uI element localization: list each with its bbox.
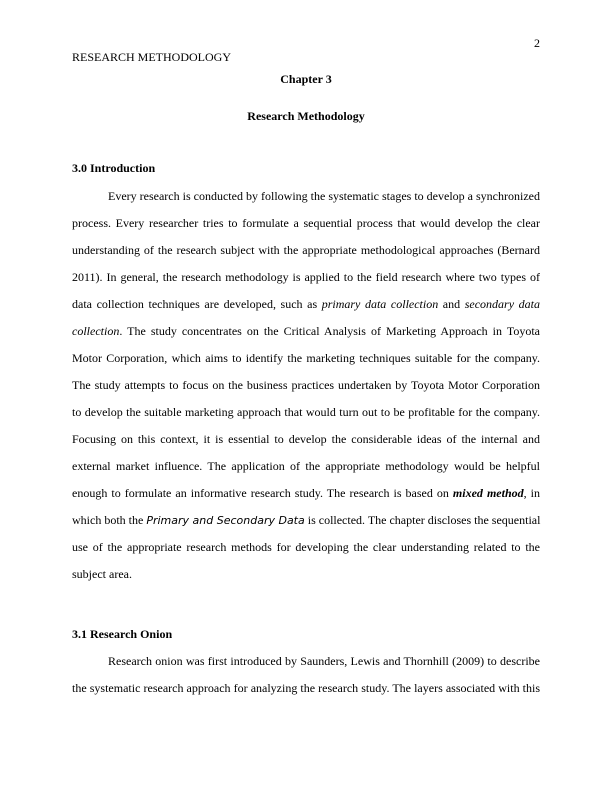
- text-segment: Every research is conducted by following the systematic stages to develop a synchronized: [108, 189, 540, 203]
- text-line: [108, 189, 540, 203]
- text-line: [72, 324, 540, 338]
- text-segment: . The study concentrates on the Critical Analysis of Marketing Approach in Toyota: [119, 324, 540, 338]
- text-line: [72, 486, 540, 500]
- text-line: [72, 567, 540, 581]
- chapter-subtitle: Research Methodology: [247, 109, 365, 123]
- text-line: [72, 432, 540, 446]
- text-segment: which both the: [72, 513, 147, 527]
- text-line: [72, 459, 540, 473]
- text-line: [72, 270, 540, 284]
- emphasized-text: secondary data: [464, 297, 540, 311]
- text-line: [72, 378, 540, 392]
- text-line: [72, 405, 540, 419]
- chapter-title: Chapter 3: [280, 72, 332, 86]
- text-line: [72, 216, 540, 230]
- text-segment: Research onion was first introduced by Saunders, Lewis and Thornhill (2009) to describe: [108, 654, 540, 668]
- text-segment: is collected. The chapter discloses the sequential: [304, 513, 541, 527]
- text-segment: process. Every researcher tries to formulate a sequential process that would develop the clear: [72, 216, 540, 230]
- emphasized-text: mixed method: [452, 486, 524, 500]
- emphasized-text: primary data collection: [321, 297, 439, 311]
- running-head: RESEARCH METHODOLOGY: [72, 50, 231, 64]
- text-segment: subject area.: [72, 567, 132, 581]
- text-line: [72, 243, 540, 257]
- text-segment: external market influence. The application of the appropriate methodology would be helpful: [72, 459, 540, 473]
- text-segment: understanding of the research subject with the appropriate methodological approaches (Bernard: [72, 243, 540, 257]
- text-line: [72, 297, 540, 311]
- text-segment: data collection techniques are developed, such as: [72, 297, 322, 311]
- text-line: [108, 654, 540, 668]
- section-heading-research-onion: 3.1 Research Onion: [72, 627, 173, 641]
- text-segment: the systematic research approach for analyzing the research study. The layers associated with this: [72, 681, 540, 695]
- emphasized-text: collection: [72, 324, 120, 338]
- text-line: [72, 540, 540, 554]
- page-number: 2: [534, 36, 540, 50]
- text-segment: Focusing on this context, it is essential to develop the considerable ideas of the internal and: [72, 432, 540, 446]
- text-segment: to develop the suitable marketing approach that would turn out to be profitable for the company.: [72, 405, 540, 419]
- text-line: [72, 351, 540, 365]
- section-heading-introduction: 3.0 Introduction: [72, 161, 156, 175]
- text-line: [72, 513, 540, 528]
- text-segment: use of the appropriate research methods for developing the clear understanding related to the: [72, 540, 540, 554]
- text-segment: Motor Corporation, which aims to identify the marketing techniques suitable for the company.: [72, 351, 540, 365]
- text-segment: and: [438, 297, 465, 311]
- text-segment: 2011). In general, the research methodology is applied to the field research where two types of: [72, 270, 540, 284]
- text-segment: , in: [523, 486, 540, 500]
- text-line: [72, 681, 540, 695]
- text-segment: enough to formulate an informative research study. The research is based on: [72, 486, 453, 500]
- emphasized-text: Primary and Secondary Data: [146, 514, 305, 527]
- text-segment: The study attempts to focus on the business practices undertaken by Toyota Motor Corporation: [72, 378, 540, 392]
